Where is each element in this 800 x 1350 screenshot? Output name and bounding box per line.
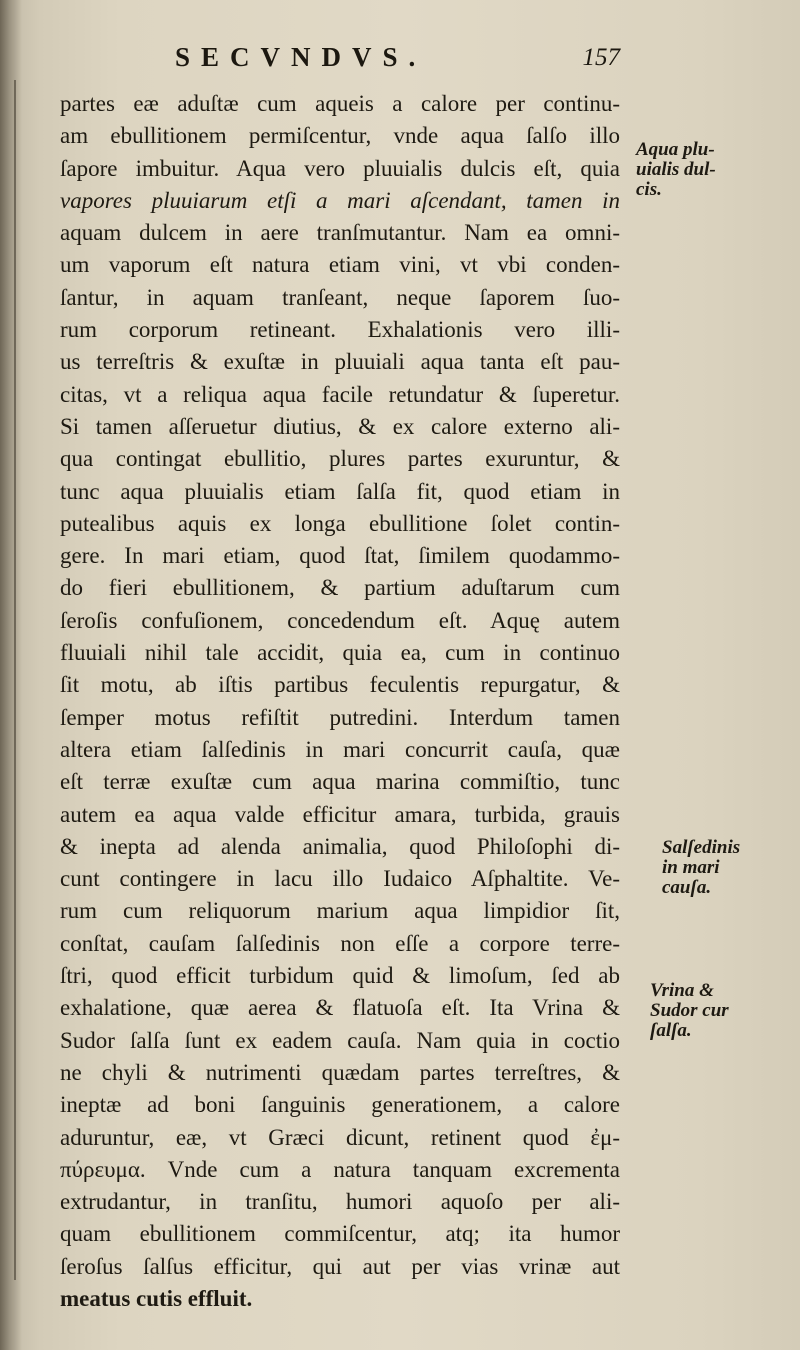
text-line: eſt terræ exuſtæ cum aqua marina commiſtio, tunc (60, 769, 620, 795)
text-line: ineptæ ad boni ſanguinis generationem, a calore (60, 1092, 620, 1118)
text-line: altera etiam ſalſedinis in mari concurrit cauſa, quæ (60, 736, 620, 762)
text-line: πύρευμα. Vnde cum a natura tanquam excrementa (60, 1156, 620, 1182)
margin-note-line: cis. (636, 179, 662, 200)
gutter-edge (14, 80, 16, 1280)
margin-note-line: Salſedinis (662, 837, 741, 858)
margin-note-line: Vrina & (650, 980, 714, 1001)
text-line: rum cum reliquorum marium aqua limpidior ſit, (60, 898, 620, 924)
text-line: quam ebullitionem commiſcentur, atq; ita humor (60, 1221, 620, 1247)
text-line: Sudor ſalſa ſunt ex eadem cauſa. Nam quia in coctio (60, 1027, 620, 1053)
text-line: meatus cutis effluit. (60, 1285, 253, 1311)
text-line: aduruntur, eæ, vt Græci dicunt, retinent quod ἐμ- (60, 1124, 620, 1150)
margin-note-line: Aqua plu- (636, 139, 715, 160)
text-line: vapores pluuiarum etſi a mari aſcendant, tamen in (60, 187, 620, 213)
text-line: us terreſtris & exuſtæ in pluuiali aqua tanta eſt pau- (60, 349, 620, 375)
text-line: gere. In mari etiam, quod ſtat, ſimilem quodammo- (60, 543, 620, 569)
text-line: ſit motu, ab iſtis partibus feculentis repurgatur, & (60, 672, 620, 698)
page-header (60, 42, 620, 82)
text-line: ſantur, in aquam tranſeant, neque ſaporem ſuo- (60, 284, 620, 310)
text-line: ſapore imbuitur. Aqua vero pluuialis dulcis eſt, quia (60, 155, 620, 181)
margin-note-line: ſalſa. (650, 1020, 692, 1041)
binding-shadow (0, 0, 22, 1350)
running-head: SECVNDVS. (175, 42, 427, 72)
margin-note-aqua-pluuialis (636, 140, 756, 200)
text-line: do fieri ebullitionem, & partium aduſtarum cum (60, 575, 620, 601)
text-line: um vaporum eſt natura etiam vini, vt vbi conden- (60, 252, 620, 278)
text-line: Si tamen aſſeruetur diutius, & ex calore externo ali- (60, 413, 620, 439)
text-line: tunc aqua pluuialis etiam ſalſa fit, quod etiam in (60, 478, 620, 504)
text-line: ſtri, quod efficit turbidum quid & limoſum, ſed ab (60, 963, 620, 989)
text-line: extrudantur, in tranſitu, humori aquoſo per ali- (60, 1189, 620, 1215)
text-line: aquam dulcem in aere tranſmutantur. Nam ea omni- (60, 220, 620, 246)
margin-note-salsedinis (662, 838, 782, 898)
text-line: ne chyli & nutrimenti quædam partes terreſtres, & (60, 1059, 620, 1085)
text-line: conſtat, cauſam ſalſedinis non eſſe a corpore terre- (60, 930, 620, 956)
text-line: rum corporum retineant. Exhalationis vero illi- (60, 317, 620, 343)
margin-note-line: cauſa. (662, 877, 712, 898)
text-line: autem ea aqua valde efficitur amara, turbida, grauis (60, 801, 620, 827)
page-number: 157 (582, 44, 620, 71)
text-line: am ebullitionem permiſcentur, vnde aqua ſalſo illo (60, 123, 620, 149)
text-line: ſemper motus refiſtit putredini. Interdum tamen (60, 704, 620, 730)
text-line: citas, vt a reliqua aqua facile retundatur & ſuperetur. (60, 381, 620, 407)
margin-note-vrina-sudor (650, 981, 770, 1041)
margin-note-line: in mari (662, 857, 720, 878)
text-line: qua contingat ebullitio, plures partes exuruntur, & (60, 446, 620, 472)
text-line: putealibus aquis ex longa ebullitione ſolet contin- (60, 510, 620, 536)
margin-note-line: uialis dul- (636, 159, 716, 180)
text-line: ſeroſis confuſionem, concedendum eſt. Aquę autem (60, 607, 620, 633)
text-line: partes eæ aduſtæ cum aqueis a calore per continu- (60, 91, 620, 116)
text-line: ſeroſus ſalſus efficitur, qui aut per vias vrinæ aut (60, 1253, 620, 1279)
text-line: exhalatione, quæ aerea & flatuoſa eſt. Ita Vrina & (60, 995, 620, 1021)
body-text (60, 88, 620, 1315)
margin-note-line: Sudor cur (650, 1000, 729, 1021)
text-line: cunt contingere in lacu illo Iudaico Aſphaltite. Ve- (60, 866, 620, 892)
text-line: fluuiali nihil tale accidit, quia ea, cum in continuo (60, 640, 620, 666)
text-line: & inepta ad alenda animalia, quod Philoſophi di- (60, 833, 620, 859)
